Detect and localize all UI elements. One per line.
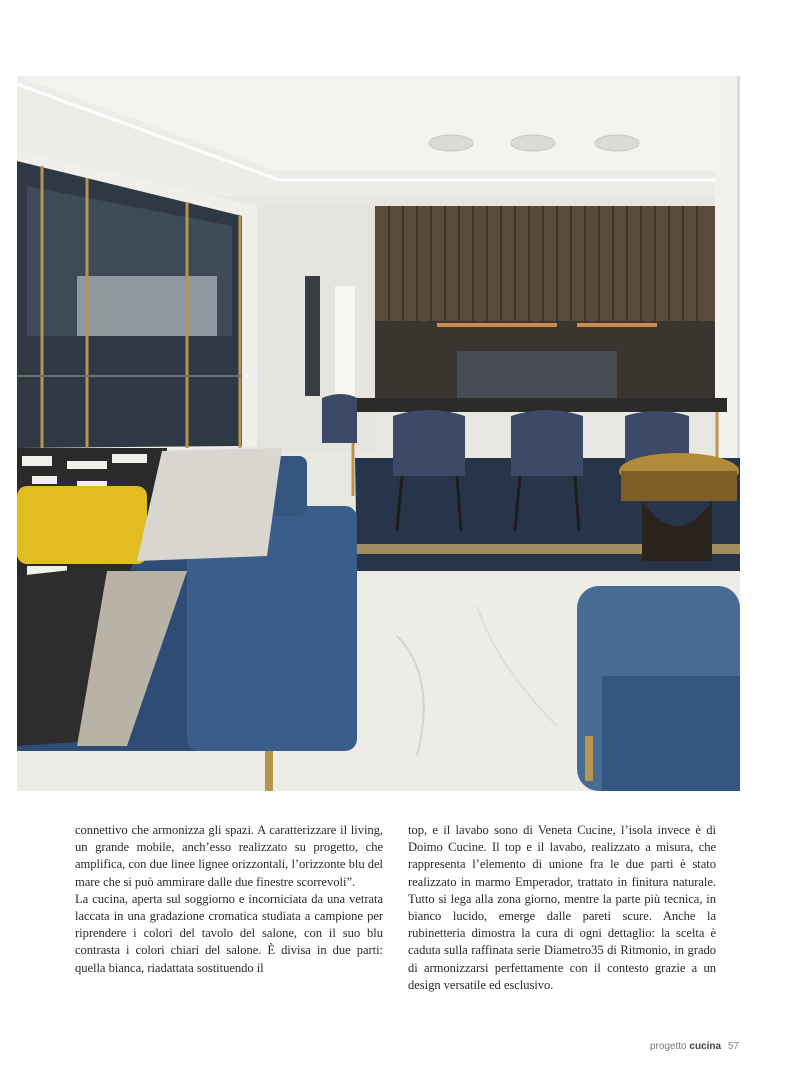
paragraph: La cucina, aperta sul soggiorno e incorniciata da una vetrata laccata in una gradazione cromatica studiata a campione per riprendere i colori del tavolo del salone, con il suo blu contrasta i colori chiari del salone. È divisa in due parti: quella bianca, riadattata sostituendo il [75, 891, 383, 975]
paragraph: top, e il lavabo sono di Veneta Cucine, l’isola invece è di Doimo Cucine. Il top e il lavabo, realizzato a misura, che rappresenta l’elemento di unione fra le due parti è stato realizzato in marmo Emperador, trattato in finitura naturale. Tutto si lega alla zona giorno, mentre la parte più tecnica, in bianco lucido, emerge dalle pareti scure. Anche la rubinetteria dimostra la cura di ogni dettaglio: la scelta è caduta sulla raffinata serie Diametro35 di Ritmonio, in grado di armonizzarsi perfettamente con il contesto grazie a un design versatile ed esclusivo. [408, 823, 716, 992]
section-name: cucina [689, 1041, 722, 1052]
living-room-illustration [17, 76, 740, 791]
article-column-right [408, 822, 716, 994]
page-footer [650, 1041, 739, 1052]
article-column-left [75, 822, 383, 977]
magazine-name: progetto [649, 1041, 687, 1052]
paragraph: connettivo che armonizza gli spazi. A caratterizzare il living, un grande mobile, anch’esso realizzato su progetto, che amplifica, con due linee lignee orizzontali, l’orizzonte blu del mare che si può ammirare dalle due finestre scorrevoli”. [75, 823, 383, 889]
page-number: 57 [727, 1041, 739, 1052]
interior-photo [17, 76, 740, 791]
